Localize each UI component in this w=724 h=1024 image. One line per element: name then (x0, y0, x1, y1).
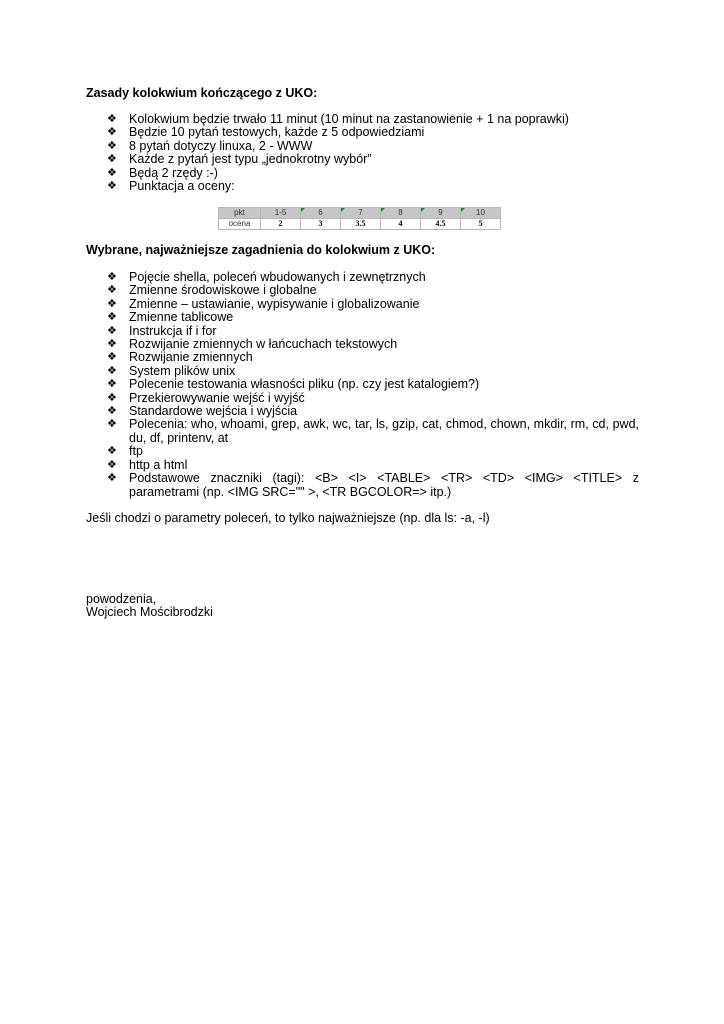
points-row (219, 208, 501, 219)
diamond-bullet-icon: ❖ (107, 180, 117, 193)
diamond-bullet-icon: ❖ (107, 351, 117, 364)
diamond-bullet-icon: ❖ (107, 126, 117, 139)
diamond-bullet-icon: ❖ (107, 297, 117, 310)
diamond-bullet-icon: ❖ (107, 418, 117, 431)
points-cell: 8 (381, 208, 421, 219)
list-item: ❖ Kolokwium będzie trwało 11 minut (10 minut na zastanowienie + 1 na poprawki) (107, 112, 569, 126)
list-item: ❖ Będzie 10 pytań testowych, każde z 5 odpowiedziami (107, 125, 425, 140)
list-item: ❖ Rozwijanie zmiennych (107, 350, 253, 365)
diamond-bullet-icon: ❖ (107, 458, 117, 471)
diamond-bullet-icon: ❖ (107, 311, 117, 324)
list-item: ❖ Pojęcie shella, poleceń wbudowanych i zewnętrznych (107, 270, 426, 284)
grade-cell: 4.5 (421, 219, 461, 230)
diamond-bullet-icon: ❖ (107, 405, 117, 418)
section2-title: Wybrane, najważniejsze zagadnienia do kolokwium z UKO: (86, 243, 436, 257)
parameters-note: Jeśli chodzi o parametry poleceń, to tylko najważniejsze (np. dla ls: -a, -l) (86, 511, 490, 525)
topics-list (107, 271, 639, 499)
list-item: ❖ Instrukcja if i for (107, 323, 217, 338)
points-cell: 9 (421, 208, 461, 219)
points-cell: 7 (341, 208, 381, 219)
points-cell: 10 (461, 208, 501, 219)
signature-greeting: powodzenia, (86, 592, 157, 606)
green-triangle-icon (421, 208, 425, 212)
diamond-bullet-icon: ❖ (107, 271, 117, 283)
grade-table (218, 207, 501, 230)
grade-cell: 3.5 (341, 219, 381, 230)
diamond-bullet-icon: ❖ (107, 391, 117, 404)
list-item: ❖ ftp (107, 444, 143, 459)
list-item: ❖ Rozwijanie zmiennych w łańcuchach tekstowych (107, 337, 398, 352)
list-item: ❖ Polecenie testowania własności pliku (np. czy jest katalogiem?) (107, 377, 480, 392)
green-triangle-icon (301, 208, 305, 212)
green-triangle-icon (341, 208, 345, 212)
list-item: ❖ Zmienne środowiskowe i globalne (107, 283, 317, 298)
list-item: ❖ Zmienne – ustawianie, wypisywanie i globalizowanie (107, 296, 420, 311)
points-cell: 1-5 (261, 208, 301, 219)
list-item: ❖ Polecenia: who, whoami, grep, awk, wc, tar, ls, gzip, cat, chmod, chown, mkdir, rm, cd, pwd, du, df, printenv, at (107, 417, 639, 445)
list-item: ❖ 8 pytań dotyczy linuxa, 2 - WWW (107, 138, 313, 153)
grade-cell: 4 (381, 219, 421, 230)
list-item: ❖ Każde z pytań jest typu „jednokrotny wybór” (107, 152, 372, 167)
section1-title: Zasady kolokwium kończącego z UKO: (86, 86, 318, 100)
diamond-bullet-icon: ❖ (107, 338, 117, 351)
list-item: ❖ Przekierowywanie wejść i wyjść (107, 390, 305, 405)
diamond-bullet-icon: ❖ (107, 445, 117, 458)
diamond-bullet-icon: ❖ (107, 139, 117, 152)
grade-cell: 2 (261, 219, 301, 230)
signature-name: Wojciech Mościbrodzki (86, 605, 213, 619)
list-item: ❖ System plików unix (107, 363, 236, 378)
points-label: pkt (219, 208, 261, 219)
diamond-bullet-icon: ❖ (107, 113, 117, 125)
grades-row (219, 219, 501, 230)
diamond-bullet-icon: ❖ (107, 324, 117, 337)
grade-cell: 5 (461, 219, 501, 230)
list-item: ❖ Standardowe wejścia i wyjścia (107, 404, 298, 419)
list-item: ❖ http a html (107, 457, 188, 472)
list-item: ❖ Będą 2 rzędy :-) (107, 165, 218, 180)
list-item: ❖ Zmienne tablicowe (107, 310, 234, 325)
diamond-bullet-icon: ❖ (107, 166, 117, 179)
list-item: ❖ Podstawowe znaczniki (tagi): <B> <I> <TABLE> <TR> <TD> <IMG> <TITLE> z parametrami (np. <IMG SRC="" >, <TR BGCOLOR=> itp.) (107, 471, 639, 499)
diamond-bullet-icon: ❖ (107, 364, 117, 377)
rules-list (107, 113, 639, 193)
diamond-bullet-icon: ❖ (107, 472, 117, 485)
diamond-bullet-icon: ❖ (107, 153, 117, 166)
points-cell: 6 (301, 208, 341, 219)
green-triangle-icon (381, 208, 385, 212)
list-item: ❖ Punktacja a oceny: (107, 179, 235, 194)
grades-label: ocena (219, 219, 261, 230)
diamond-bullet-icon: ❖ (107, 378, 117, 391)
diamond-bullet-icon: ❖ (107, 284, 117, 297)
grade-cell: 3 (301, 219, 341, 230)
green-triangle-icon (461, 208, 465, 212)
